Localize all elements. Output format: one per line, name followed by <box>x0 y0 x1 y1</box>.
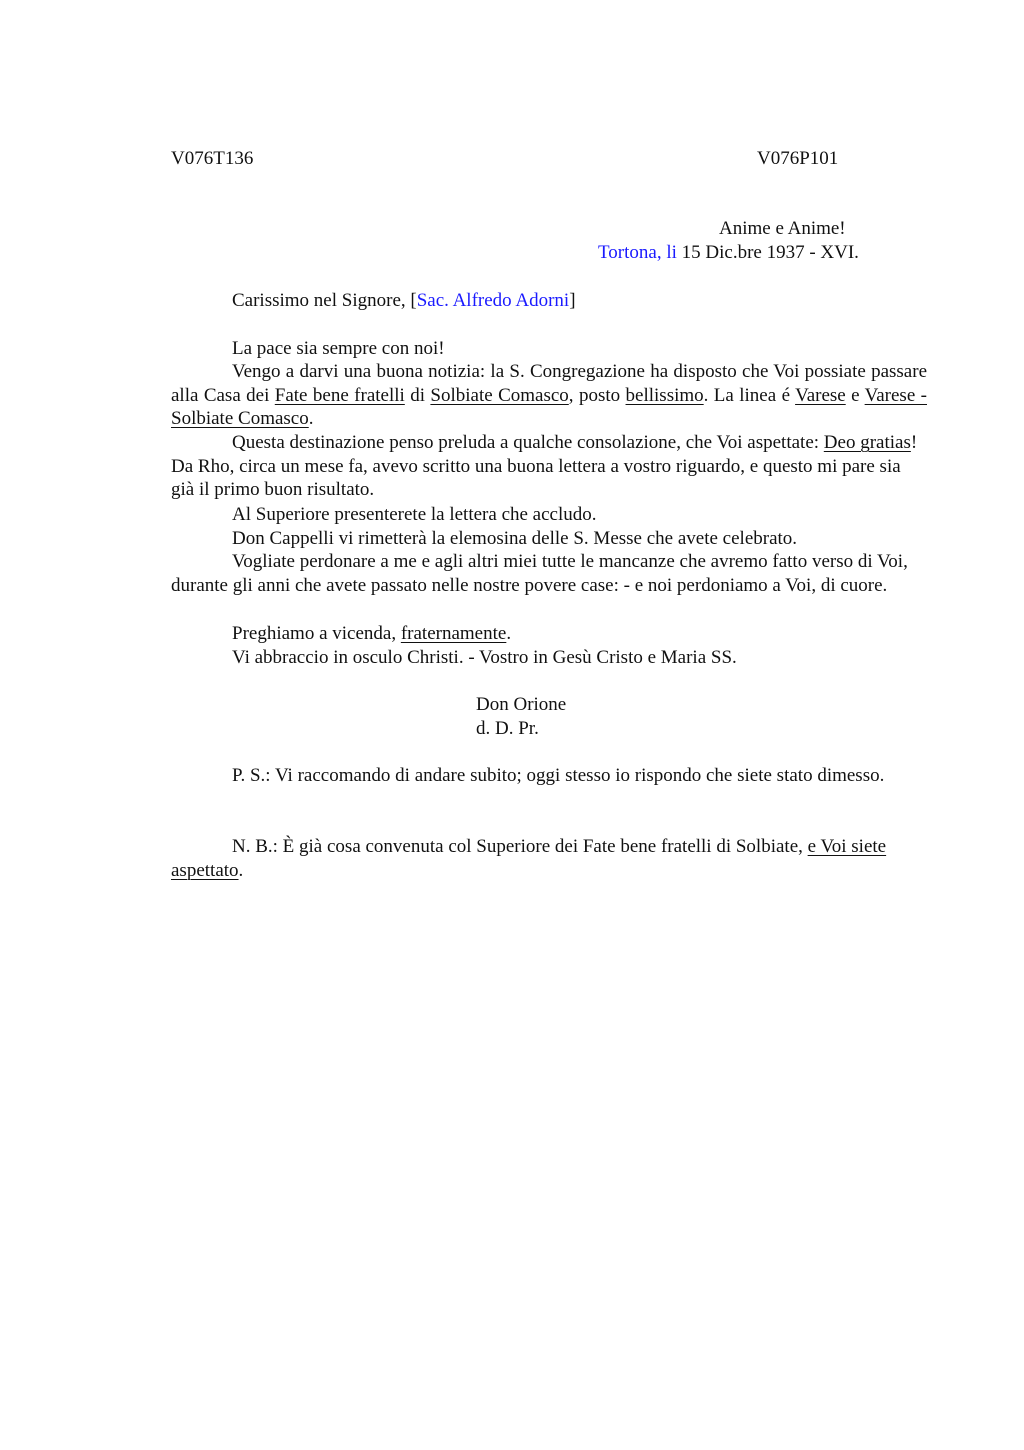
text-run: Questa destinazione penso preluda a qualche consolazione, che Voi aspettate: <box>232 432 824 453</box>
nota-bene <box>171 835 927 882</box>
body-paragraph-superior: Al Superiore presenterete la lettera che accludo. <box>232 504 597 525</box>
text-run: . <box>238 859 244 881</box>
postscript: P. S.: Vi raccomando di andare subito; oggi stesso io rispondo che siete stato dimesso. <box>232 765 885 786</box>
text-run: , posto <box>568 384 626 406</box>
body-paragraph-forgiveness: Vogliate perdonare a me e agli altri miei tutte le mancanze che avremo fatto verso di Voi, durante gli anni che avete passato nelle nostre povere case: - e noi perdoniamo a Voi, di cuore. <box>171 551 908 596</box>
text-run: ! Da Rho, circa un mese fa, avevo scritto una buona lettera a vostro riguardo, e questo mi pare sia già il primo buon risultato. <box>171 432 918 501</box>
underlined-text: Varese - Solbiate Comasco <box>171 384 927 430</box>
text-run: . <box>506 623 512 644</box>
body-paragraph-prayer <box>232 622 511 646</box>
body-paragraph-masses: Don Cappelli vi rimetterà la elemosina delle S. Messe che avete celebrato. <box>232 528 798 549</box>
underlined-text: Solbiate Comasco <box>430 384 569 406</box>
text-run: Vengo a darvi una buona notizia: la S. Congregazione ha disposto che Voi possiate passare alla Casa dei <box>171 361 927 406</box>
body-paragraph-greeting: La pace sia sempre con noi! <box>232 338 445 359</box>
signature-name: Don Orione <box>476 694 567 715</box>
salutation-prefix: Carissimo nel Signore, [ <box>232 290 417 311</box>
underlined-text: Fate bene fratelli <box>274 384 405 406</box>
text-run: di <box>404 384 431 406</box>
underlined-text: bellissimo <box>625 384 704 406</box>
underlined-text: Deo gratias <box>823 432 911 453</box>
underlined-text: Varese <box>795 384 846 406</box>
motto: Anime e Anime! <box>719 218 846 239</box>
body-paragraph-closing: Vi abbraccio in osculo Christi. - Vostro in Gesù Cristo e Maria SS. <box>232 647 737 668</box>
text-run: N. B.: È già cosa convenuta col Superiore dei Fate bene fratelli di Solbiate, <box>232 836 808 857</box>
text-run: . <box>308 408 314 430</box>
body-paragraph-news <box>171 360 927 431</box>
body-paragraph-destination <box>171 431 927 502</box>
document-code-left: V076T136 <box>171 148 254 169</box>
dateline-place: Tortona, li <box>598 242 677 263</box>
signature-title: d. D. Pr. <box>476 718 539 739</box>
text-run: Preghiamo a vicenda, <box>232 623 401 644</box>
text-run: . La linea é <box>703 384 796 406</box>
dateline-date: 15 Dic.bre 1937 - XVI. <box>676 242 859 263</box>
underlined-text: fraternamente <box>400 623 507 644</box>
recipient-name: Sac. Alfredo Adorni <box>416 290 570 311</box>
salutation-suffix: ] <box>569 290 576 311</box>
dateline <box>598 241 859 265</box>
document-code-right: V076P101 <box>757 148 839 169</box>
salutation <box>232 289 576 313</box>
underlined-text: e Voi siete aspettato <box>171 836 887 881</box>
text-run: e <box>845 384 865 406</box>
